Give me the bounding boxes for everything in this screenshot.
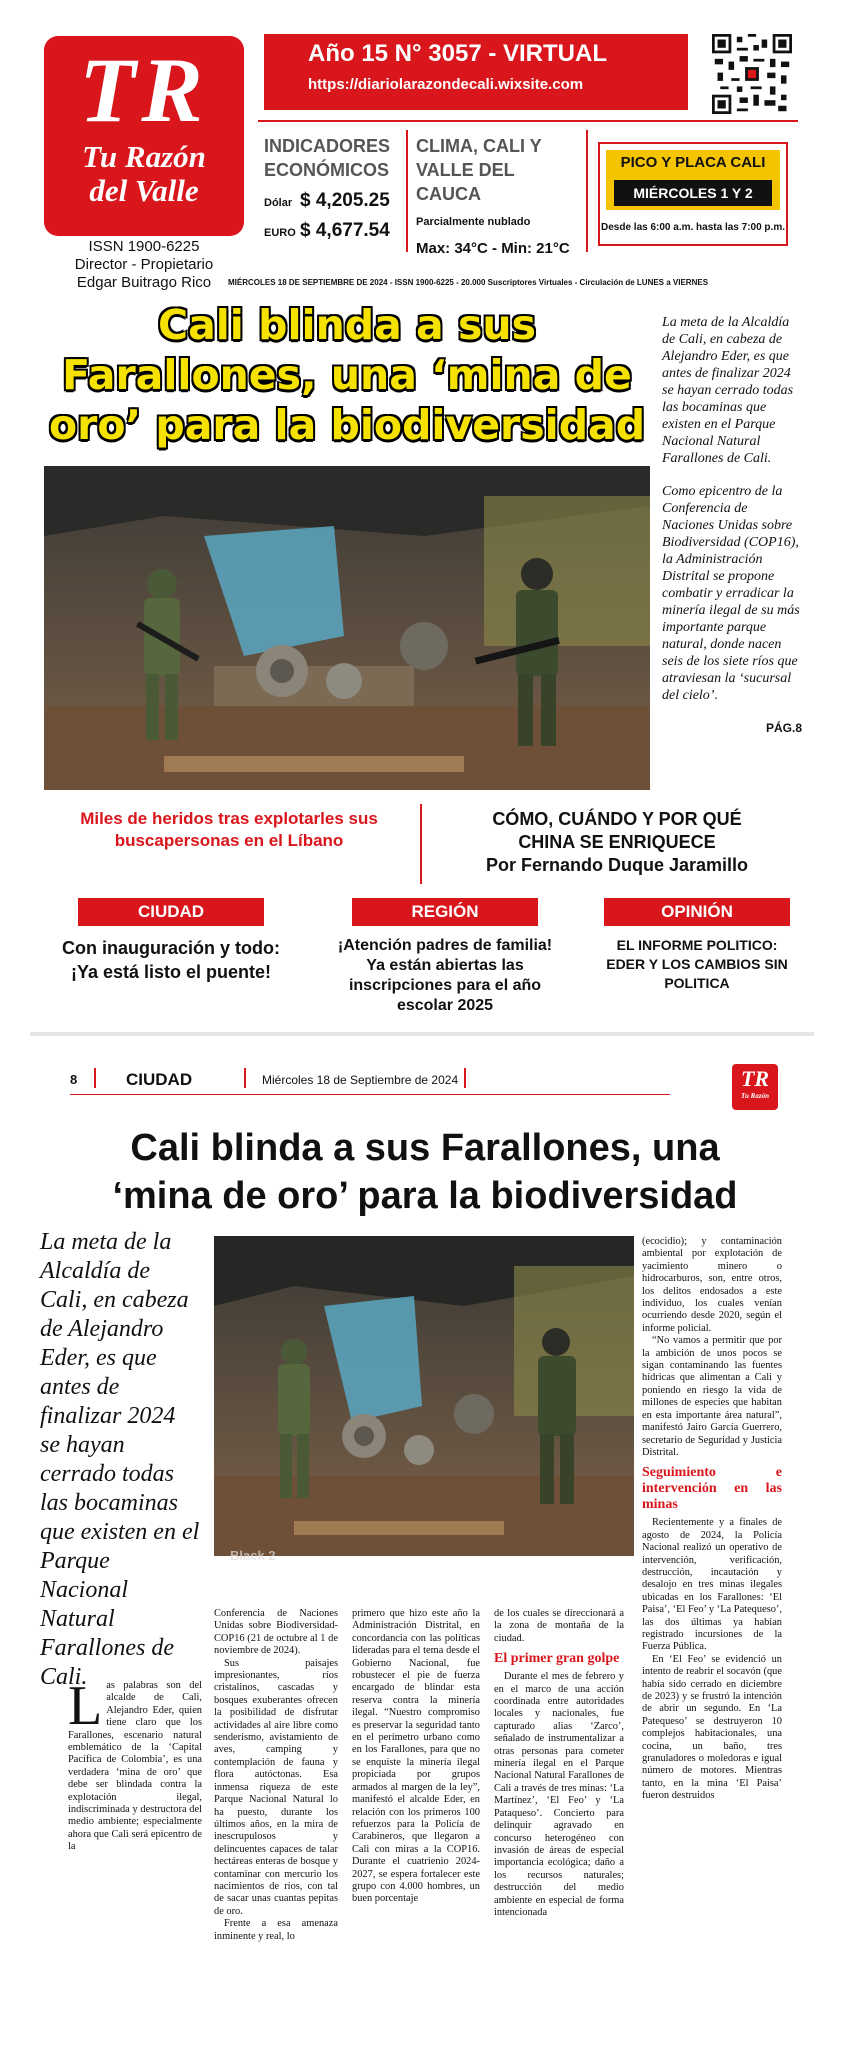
section-text: EL INFORME POLITICO: EDER Y LOS CAMBIOS SIN POLITICA <box>606 937 788 991</box>
article-column-3 <box>352 1608 480 2060</box>
drop-cap: L <box>68 1680 103 1737</box>
divider <box>420 804 422 884</box>
issn-text: ISSN 1900-6225 <box>88 238 200 255</box>
mini-logo <box>732 1064 778 1110</box>
section-text: ¡Atención padres de familia! Ya están abiertas las inscripciones para el año escolar 2025 <box>337 937 553 1014</box>
cover-headline-line-2: Farallones, una ‘mina de <box>62 351 632 399</box>
article-paragraph: de los cuales se direccionará a la zona de montaña de la ciudad. <box>494 1608 624 1644</box>
dollar-label: Dólar <box>264 197 293 209</box>
cover-headline[interactable] <box>44 300 650 450</box>
cover-headline-line-1: Cali blinda a sus <box>157 301 536 349</box>
cover-headline-line-3: oro’ para la biodiversidad <box>48 401 646 449</box>
weather-title-line-1: CLIMA, CALI Y <box>416 136 542 156</box>
section-text: Con inauguración y todo: ¡Ya está listo el puente! <box>62 938 280 982</box>
article-subheading: El primer gran golpe <box>494 1651 620 1667</box>
page-reference[interactable]: PÁG.8 <box>765 721 802 735</box>
section-teaser-opinion[interactable] <box>592 898 802 1024</box>
qr-code-icon[interactable] <box>712 34 792 114</box>
economic-indicators <box>264 134 406 242</box>
pico-placa-title: PICO Y PLACA CALI <box>620 154 766 171</box>
pico-placa-days: MIÉRCOLES 1 Y 2 <box>614 180 772 206</box>
weather-title-line-2: VALLE DEL CAUCA <box>416 160 515 204</box>
teaser-china-line-2: CHINA SE ENRIQUECE <box>518 832 716 852</box>
dollar-rate <box>264 190 406 212</box>
article-column-4 <box>494 1608 624 2060</box>
section-name: CIUDAD <box>126 1070 193 1089</box>
page-date: Miércoles 18 de Septiembre de 2024 <box>262 1073 459 1087</box>
teaser-lebanon[interactable]: Miles de heridos tras explotarles sus buscapersonas en el Líbano <box>80 809 378 850</box>
article-column-5 <box>642 1236 782 2064</box>
sidebar-paragraph: Como epicentro de la Conferencia de Naciones Unidas sobre Biodiversidad (COP16), la Administración Distrital se propone combatir y erradicar la minería ilegal de su más importante parque natural, donde nacen seis de los siete ríos que atraviesan la ‘sucursal del cielo’. <box>662 484 800 703</box>
photo-watermark: Black 2 <box>230 1548 276 1563</box>
folio-divider <box>94 1068 96 1088</box>
teaser-china-byline: Por Fernando Duque Jaramillo <box>485 855 749 875</box>
section-tab: REGIÓN <box>352 898 538 926</box>
article-column-1 <box>68 1680 202 2060</box>
header-rule <box>258 120 798 122</box>
mining-camp-photo <box>214 1236 634 1556</box>
mini-logo-name: Tu Razón <box>741 1092 769 1100</box>
teaser-china-line-1: CÓMO, CUÁNDO Y POR QUÉ <box>492 809 742 829</box>
section-tab: OPINIÓN <box>604 898 790 926</box>
director-title: Director - Propietario <box>74 256 214 273</box>
article-paragraph: (ecocidio); y contaminación ambiental por explotación de yacimiento minero o hidrocarburos, son, entre otros, los delitos endosados a este individuo, los cuales venían ocurriendo desde 2020, según el informe policial. <box>642 1236 782 1334</box>
article-paragraph: Durante el mes de febrero y en el marco de una acción coordinada entre autoridades locales y nacionales, fue capturado alias ‘Zarco’, señalado de instrumentalizar a otras personas para cometer minería ilegal en el Parque Nacional Natural Farallones de Cali a través de tres minas: ‘La Martínez’, ‘El Feo’ y ‘La Pataqueso’. Concierto para delinquir agravado en concurso heterogéneo con invasión de áreas de especial importancia ecológica; daño a los recursos naturales; destrucción del medio ambiente en especial de forma intencionada <box>494 1671 624 1918</box>
indicators-title-line-1: INDICADORES <box>264 136 391 156</box>
euro-value: $ 4,677.54 <box>300 220 390 241</box>
edition-banner <box>264 34 688 110</box>
folio-rule <box>70 1094 670 1095</box>
logo-initials: TR <box>79 39 209 141</box>
masthead-credits <box>44 238 244 292</box>
article-paragraph: Recientemente y a finales de agosto de 2024, la Policía Nacional realizó un operativo de intervención, verificación, destrucción, incautación y desalojo en tres minas ilegales ubicadas en los Farallones: ‘El Paisa’, ‘El Feo’ y ‘La Patequeso’, las dos últimas ya habían registrado incursiones de la Fuerza Pública. <box>642 1517 782 1653</box>
cover-photo[interactable] <box>44 466 650 790</box>
teaser-china[interactable] <box>432 808 802 877</box>
section-teaser-ciudad[interactable] <box>44 898 298 1024</box>
euro-label: EURO <box>264 227 296 239</box>
weather-box <box>416 134 580 257</box>
pico-placa-panel <box>606 150 780 210</box>
article-headline-line-1: Cali blinda a sus Farallones, una <box>130 1127 720 1169</box>
folio-divider <box>464 1068 466 1088</box>
article-paragraph: “No vamos a permitir que por la ambición de unos pocos se sigan contaminando las fuentes hídricas que alimentan a Cali y poniendo en riesgo la vida de millones de especies que habitan en esta importante área natural”, manifestó Jairo García Guerrero, secretario de Seguridad y Justicia Distrital. <box>642 1335 782 1458</box>
article-paragraph: En ‘El Feo’ se evidenció un intento de reabrir el socavón (que había sido cerrado en diciembre de 2023) y se frustró la intención de abrir un segundo. En ‘La Patequeso’ se destruyeron 10 complejos habitacionales, una cocina, un baño, tres granuladores o moledoras e igual número de motores. Mientras tanto, en la mina ‘El Paisa’ fueron destruidos <box>642 1653 782 1802</box>
sidebar-paragraph: La meta de la Alcaldía de Cali, en cabeza de Alejandro Eder, es que antes de finalizar 2024 se hayan cerrado todas las bocaminas que existen en el Parque Nacional Natural Farallones de Cali. <box>662 315 794 466</box>
issue-meta-line: MIÉRCOLES 18 DE SEPTIEMBRE DE 2024 - ISSN 1900-6225 - 20.000 Suscriptores Virtuales - Circulación de LUNES a VIERNES <box>228 278 709 287</box>
section-teaser-region[interactable] <box>318 898 572 1024</box>
article-headline-line-2: ‘mina de oro’ para la biodiversidad <box>112 1175 738 1217</box>
pico-placa-box <box>598 142 788 246</box>
edition-number: Año 15 N° 3057 - VIRTUAL <box>308 40 607 67</box>
weather-status: Parcialmente nublado <box>416 216 531 228</box>
section-tab: CIUDAD <box>78 898 264 926</box>
article-deck: La meta de la Alcaldía de Cali, en cabeza de Alejandro Eder, es que antes de finalizar 2024 se hayan cerrado todas las bocaminas que existen en el Parque Nacional Natural Farallones de Cali. <box>40 1229 200 1690</box>
article-photo[interactable] <box>214 1236 634 1556</box>
article-paragraph: Frente a esa amenaza inminente y real, lo <box>214 1918 338 1942</box>
article-text: as palabras son del alcalde de Cali, Alejandro Eder, quien tiene claro que los Farallones, escenario natural emblemático de la ‘Capital Pacífica de Colombia’, es una verdadera ‘mina de oro’ que debe ser blindada contra la explotación ilegal, indiscriminada y destructora del medio ambiente; especialmente ahora que Cali será epicentro de la <box>68 1680 202 1853</box>
folio-divider <box>244 1068 246 1088</box>
article-headline <box>60 1124 790 1220</box>
euro-rate <box>264 220 406 242</box>
mining-camp-photo <box>44 466 650 790</box>
article-column-2 <box>214 1608 338 2060</box>
cover-sidebar <box>662 314 802 737</box>
weather-temps: Max: 34°C - Min: 21°C <box>416 240 570 257</box>
logo-name-line-1: Tu Razón <box>82 139 206 174</box>
divider <box>406 130 408 252</box>
divider <box>586 130 588 252</box>
page-separator <box>30 1032 814 1036</box>
article-paragraph: Sus paisajes impresionantes, ríos cristalinos, cascadas y bosques exuberantes ofrecen la posibilidad de disfrutar actividades al aire libre como senderismo, avistamiento de aves, camping y contemplación de fauna y flora autóctonas. Esa inmensa riqueza de este Parque Nacional Natural lo ha puesto, durante los últimos años, en la mira de inescrupulosos y delincuentes capaces de talar hectáreas enteras de bosque y contaminar con mercurio los nacimientos de ríos, con tal de sacar unas cuantas pepitas de oro. <box>214 1657 338 1917</box>
pico-placa-hours: Desde las 6:00 a.m. hasta las 7:00 p.m. <box>601 222 785 233</box>
article-paragraph: Conferencia de Naciones Unidas sobre Biodiversidad-COP16 (21 de octubre al 1 de noviembre de 2024). <box>214 1608 338 1657</box>
mini-logo-initials: TR <box>740 1066 770 1091</box>
page-number: 8 <box>70 1072 78 1087</box>
indicators-title <box>264 134 406 182</box>
article-subheading: Seguimiento e intervención en las minas <box>642 1465 782 1513</box>
weather-title <box>416 134 580 206</box>
website-link[interactable]: https://diariolarazondecali.wixsite.com <box>308 76 584 93</box>
masthead-logo <box>44 36 244 236</box>
article-paragraph: primero que hizo este año la Administración Distrital, en concordancia con las políticas lideradas para el tema desde el Gobierno Nacional, fue robustecer el pie de fuerza encargado de blindar esta reserva contra la minería ilegal. “Nuestro compromiso es preservar la seguridad tanto en el perímetro urbano como en los Farallones, para que no se enquiste la minería ilegal propiciada por grupos armados al margen de la ley”, manifestó el alcalde Eder, en relación con los primeros 100 refuerzos para la Policía de Carabineros, que llegaron a Cali con miras a la COP16. Durante el cuatrienio 2024-2027, se espera fortalecer este grupo con 4.000 hombres, un buen porcentaje <box>352 1608 480 1905</box>
indicators-title-line-2: ECONÓMICOS <box>264 160 390 180</box>
logo-name-line-2: del Valle <box>89 173 199 208</box>
dollar-value: $ 4,205.25 <box>300 190 390 211</box>
owner-name: Edgar Buitrago Rico <box>76 274 212 291</box>
